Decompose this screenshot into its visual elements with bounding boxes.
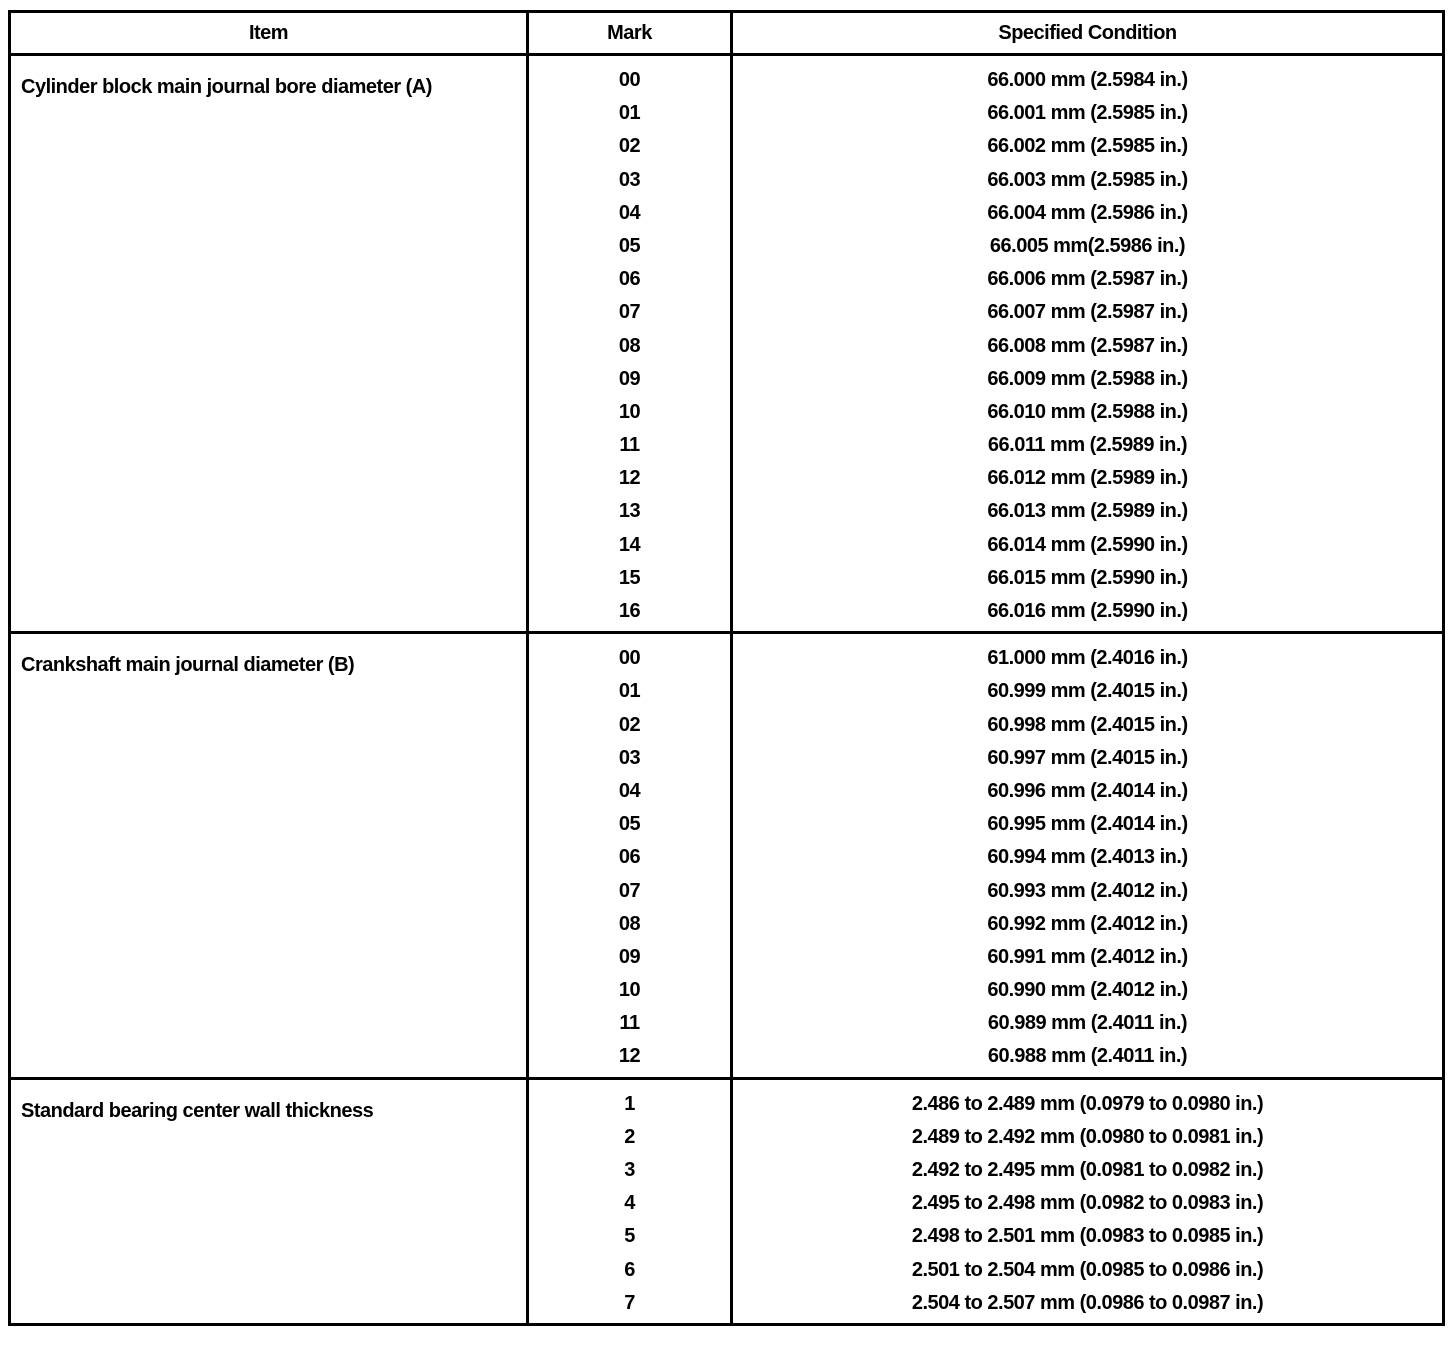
specified-condition-value: 66.010 mm (2.5988 in.) bbox=[987, 400, 1188, 423]
item-name: Standard bearing center wall thickness bbox=[10, 1078, 528, 1324]
spec-table bbox=[8, 10, 1445, 1326]
specified-condition-value: 66.006 mm (2.5987 in.) bbox=[987, 268, 1188, 291]
specified-condition-value: 60.997 mm (2.4015 in.) bbox=[987, 746, 1188, 769]
mark-value: 01 bbox=[618, 680, 641, 703]
mark-value: 09 bbox=[618, 367, 641, 390]
mark-value: 06 bbox=[618, 846, 641, 869]
mark-value: 00 bbox=[618, 647, 641, 670]
table-group bbox=[10, 55, 1444, 633]
mark-value: 6 bbox=[624, 1258, 635, 1281]
mark-value: 13 bbox=[618, 500, 641, 523]
specified-condition-value: 60.995 mm (2.4014 in.) bbox=[987, 813, 1188, 836]
specified-condition-value: 66.012 mm (2.5989 in.) bbox=[987, 467, 1188, 490]
specified-condition-value: 60.999 mm (2.4015 in.) bbox=[987, 680, 1188, 703]
mark-value: 14 bbox=[618, 533, 641, 556]
table-row bbox=[10, 633, 1444, 1078]
header-item: Item bbox=[10, 12, 528, 55]
table-header bbox=[10, 12, 1444, 55]
specified-condition-value: 2.486 to 2.489 mm (0.0979 to 0.0980 in.) bbox=[911, 1092, 1264, 1115]
mark-value: 08 bbox=[618, 912, 641, 935]
specified-condition-value: 60.991 mm (2.4012 in.) bbox=[987, 945, 1188, 968]
mark-value: 10 bbox=[618, 979, 641, 1002]
mark-value: 07 bbox=[618, 301, 641, 324]
mark-value: 02 bbox=[618, 135, 641, 158]
table-row bbox=[10, 55, 1444, 633]
specified-condition-value: 66.014 mm (2.5990 in.) bbox=[987, 533, 1188, 556]
mark-list bbox=[529, 1080, 730, 1323]
specified-condition-value: 60.989 mm (2.4011 in.) bbox=[987, 1012, 1188, 1035]
mark-value: 01 bbox=[618, 102, 641, 125]
mark-value: 04 bbox=[618, 779, 641, 802]
specified-condition-value: 66.011 mm (2.5989 in.) bbox=[987, 434, 1188, 457]
specified-condition-value: 2.492 to 2.495 mm (0.0981 to 0.0982 in.) bbox=[911, 1159, 1264, 1181]
mark-value: 11 bbox=[619, 1012, 640, 1035]
specified-condition-value: 66.007 mm (2.5987 in.) bbox=[987, 301, 1188, 324]
specified-condition-value: 60.996 mm (2.4014 in.) bbox=[987, 779, 1188, 802]
specified-condition-value: 66.004 mm (2.5986 in.) bbox=[987, 201, 1188, 224]
mark-value: 11 bbox=[619, 434, 640, 457]
mark-value: 1 bbox=[624, 1092, 635, 1115]
item-name: Crankshaft main journal diameter (B) bbox=[10, 633, 528, 1078]
mark-value: 7 bbox=[624, 1291, 635, 1314]
mark-value: 12 bbox=[618, 467, 641, 490]
spec-list bbox=[733, 1080, 1442, 1323]
spec-column-cell bbox=[732, 633, 1444, 1078]
item-name: Cylinder block main journal bore diameter (A) bbox=[10, 55, 528, 633]
mark-value: 03 bbox=[618, 746, 641, 769]
mark-value: 04 bbox=[618, 201, 641, 224]
mark-value: 06 bbox=[618, 268, 641, 291]
specified-condition-value: 60.994 mm (2.4013 in.) bbox=[987, 846, 1188, 869]
mark-value: 08 bbox=[618, 334, 641, 357]
mark-column-cell bbox=[528, 1078, 732, 1324]
specified-condition-value: 66.008 mm (2.5987 in.) bbox=[987, 334, 1188, 357]
specified-condition-value: 2.495 to 2.498 mm (0.0982 to 0.0983 in.) bbox=[911, 1192, 1264, 1215]
mark-value: 10 bbox=[618, 400, 641, 423]
specified-condition-value: 60.990 mm (2.4012 in.) bbox=[987, 979, 1188, 1002]
header-specified-condition: Specified Condition bbox=[732, 12, 1444, 55]
header-mark: Mark bbox=[528, 12, 732, 55]
specified-condition-value: 66.005 mm(2.5986 in.) bbox=[989, 234, 1186, 257]
table-row bbox=[10, 1078, 1444, 1324]
specified-condition-value: 66.009 mm (2.5988 in.) bbox=[987, 367, 1188, 390]
mark-value: 09 bbox=[618, 945, 641, 968]
mark-value: 07 bbox=[618, 879, 641, 902]
mark-value: 05 bbox=[618, 813, 641, 836]
specified-condition-value: 2.504 to 2.507 mm (0.0986 to 0.0987 in.) bbox=[911, 1291, 1264, 1314]
mark-value: 00 bbox=[618, 69, 641, 91]
specified-condition-value: 66.000 mm (2.5984 in.) bbox=[987, 69, 1188, 91]
mark-value: 03 bbox=[618, 168, 641, 191]
spec-column-cell bbox=[732, 1078, 1444, 1324]
specified-condition-value: 66.016 mm (2.5990 in.) bbox=[987, 600, 1188, 622]
specified-condition-value: 60.992 mm (2.4012 in.) bbox=[987, 912, 1188, 935]
table-group bbox=[10, 633, 1444, 1078]
mark-value: 12 bbox=[618, 1045, 641, 1068]
spec-column-cell bbox=[732, 55, 1444, 633]
mark-value: 2 bbox=[624, 1125, 635, 1148]
specified-condition-value: 61.000 mm (2.4016 in.) bbox=[987, 647, 1188, 670]
specified-condition-value: 60.993 mm (2.4012 in.) bbox=[987, 879, 1188, 902]
mark-value: 16 bbox=[618, 600, 641, 622]
specified-condition-value: 66.001 mm (2.5985 in.) bbox=[987, 102, 1188, 125]
mark-value: 5 bbox=[624, 1225, 635, 1248]
table-group bbox=[10, 1078, 1444, 1324]
specified-condition-value: 2.489 to 2.492 mm (0.0980 to 0.0981 in.) bbox=[911, 1125, 1264, 1148]
mark-value: 02 bbox=[618, 713, 641, 736]
mark-list bbox=[529, 56, 730, 631]
mark-list bbox=[529, 634, 730, 1076]
specified-condition-value: 66.015 mm (2.5990 in.) bbox=[987, 566, 1188, 589]
mark-column-cell bbox=[528, 55, 732, 633]
spec-list bbox=[733, 56, 1442, 631]
specified-condition-value: 60.988 mm (2.4011 in.) bbox=[987, 1045, 1188, 1068]
spec-list bbox=[733, 634, 1442, 1076]
mark-value: 15 bbox=[618, 566, 641, 589]
mark-value: 05 bbox=[618, 234, 641, 257]
mark-value: 4 bbox=[624, 1192, 635, 1215]
specified-condition-value: 60.998 mm (2.4015 in.) bbox=[987, 713, 1188, 736]
specified-condition-value: 2.501 to 2.504 mm (0.0985 to 0.0986 in.) bbox=[911, 1258, 1264, 1281]
specified-condition-value: 66.002 mm (2.5985 in.) bbox=[987, 135, 1188, 158]
specified-condition-value: 66.013 mm (2.5989 in.) bbox=[987, 500, 1188, 523]
header-row bbox=[10, 12, 1444, 55]
specified-condition-value: 2.498 to 2.501 mm (0.0983 to 0.0985 in.) bbox=[911, 1225, 1264, 1248]
mark-column-cell bbox=[528, 633, 732, 1078]
mark-value: 3 bbox=[624, 1159, 635, 1181]
specified-condition-value: 66.003 mm (2.5985 in.) bbox=[987, 168, 1188, 191]
